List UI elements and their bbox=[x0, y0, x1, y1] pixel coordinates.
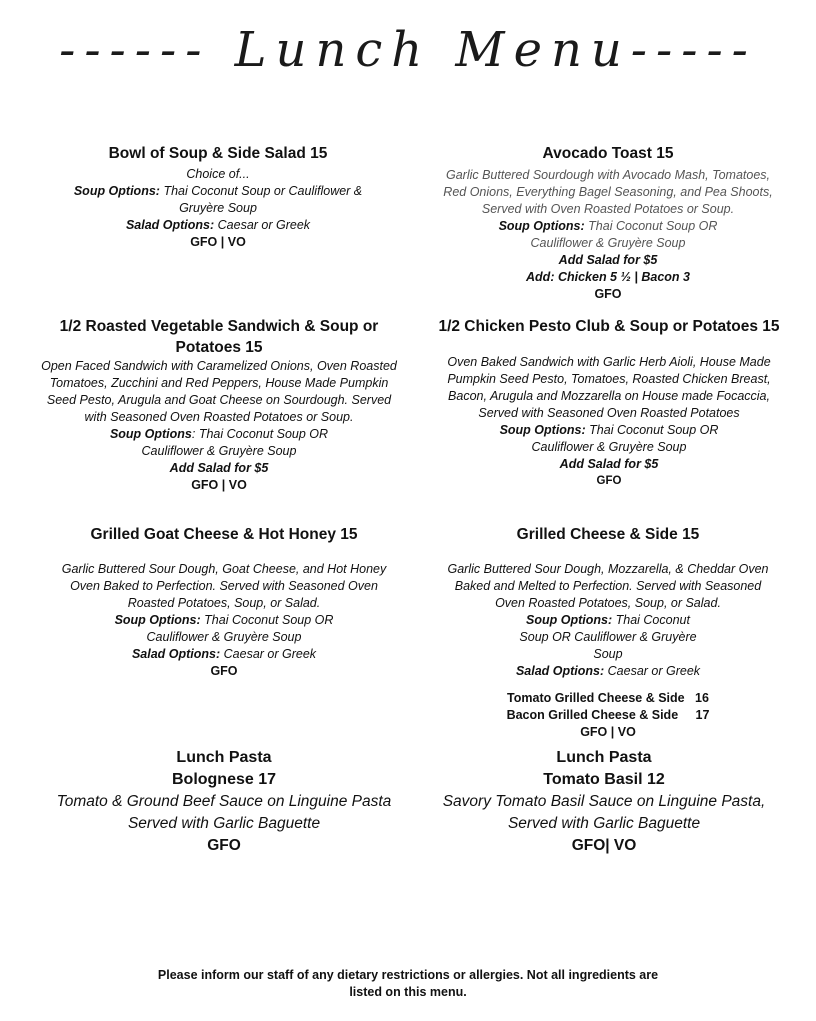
item-description: Garlic Buttered Sourdough with Avocado Mash, Tomatoes, Red Onions, Everything Bagel Seasoning, and Pea Shoots, Served with Oven Roasted Potatoes or Soup. bbox=[443, 168, 773, 216]
menu-item-avocado-toast bbox=[434, 143, 782, 303]
menu-item-goat-cheese-hot-honey bbox=[58, 524, 390, 680]
salad-options bbox=[416, 663, 800, 680]
diet-tags: GFO bbox=[210, 664, 238, 678]
menu-item-pasta-tomato-basil bbox=[420, 747, 788, 857]
soup-options-label: Soup Options bbox=[109, 427, 192, 441]
salad-options-text: Caesar or Greek bbox=[607, 664, 701, 678]
menu-item-pasta-bolognese bbox=[40, 747, 408, 857]
soup-options bbox=[58, 612, 390, 646]
pasta-description-2: Served with Garlic Baguette bbox=[507, 815, 701, 832]
item-description: Garlic Buttered Sour Dough, Mozzarella, & Cheddar Oven Baked and Melted to Perfection. Served with Seasoned Oven Roasted Potatoes, Soup, or Salad. bbox=[447, 562, 769, 610]
soup-options bbox=[424, 422, 794, 456]
item-description: Oven Baked Sandwich with Garlic Herb Aioli, House Made Pumpkin Seed Pesto, Tomatoes, Roasted Chicken Breast, Bacon, Arugula and Mozzarella on House made Focaccia, Served with Seasoned Oven Roasted Potatoes bbox=[447, 355, 771, 420]
soup-options-text: Thai Coconut Soup OR Cauliflower & Gruyère Soup bbox=[530, 219, 718, 250]
pasta-description-2: Served with Garlic Baguette bbox=[127, 815, 321, 832]
soup-options-label: Soup Options: bbox=[526, 613, 613, 627]
item-name: Bowl of Soup & Side Salad 15 bbox=[108, 145, 328, 162]
soup-options-label: Soup Options: bbox=[114, 613, 201, 627]
soup-options-label: Soup Options: bbox=[499, 423, 586, 437]
menu-item-chicken-pesto-club bbox=[424, 316, 794, 490]
variant-bacon-grilled-cheese: Bacon Grilled Cheese & Side 17 bbox=[506, 708, 710, 722]
item-description: Garlic Buttered Sour Dough, Goat Cheese, and Hot Honey Oven Baked to Perfection. Served with Seasoned Oven Roasted Potatoes, Soup, or Salad. bbox=[61, 562, 387, 610]
diet-tags: GFO bbox=[596, 475, 622, 487]
pasta-name: Bolognese 17 bbox=[171, 771, 277, 788]
add-protein: Add: Chicken 5 ½ | Bacon 3 bbox=[526, 270, 690, 284]
allergy-disclaimer-text: Please inform our staff of any dietary restrictions or allergies. Not all ingredients are listed on this menu. bbox=[157, 968, 659, 999]
soup-options-text: Thai Coconut Soup OR Cauliflower & Gruyère Soup bbox=[519, 613, 697, 661]
item-description: Open Faced Sandwich with Caramelized Onions, Oven Roasted Tomatoes, Zucchini and Red Peppers, House Made Pumpkin Seed Pesto, Arugula and Goat Cheese on Sourdough. Served with Seasoned Oven Roasted Potatoes or Soup. bbox=[41, 359, 397, 424]
item-name: 1/2 Roasted Vegetable Sandwich & Soup or Potatoes 15 bbox=[59, 318, 379, 356]
add-salad: Add Salad for $5 bbox=[169, 461, 269, 475]
pasta-heading: Lunch Pasta bbox=[176, 749, 272, 766]
menu-item-roasted-vegetable-sandwich bbox=[36, 316, 402, 494]
soup-options-text: : Thai Coconut Soup OR Cauliflower & Gruyère Soup bbox=[141, 427, 329, 458]
diet-tags: GFO bbox=[207, 837, 241, 854]
menu-title: ------ Lunch Menu----- bbox=[59, 22, 757, 78]
salad-options-text: Caesar or Greek bbox=[217, 218, 311, 232]
pasta-description: Savory Tomato Basil Sauce on Linguine Pasta, bbox=[442, 793, 766, 810]
diet-tags: GFO| VO bbox=[571, 837, 637, 854]
diet-tags: GFO | VO bbox=[191, 478, 247, 492]
item-description: Choice of... bbox=[186, 167, 250, 181]
diet-tags: GFO | VO bbox=[580, 725, 636, 739]
diet-tags: GFO | VO bbox=[190, 235, 246, 249]
menu-item-soup-salad bbox=[58, 143, 378, 251]
item-name: 1/2 Chicken Pesto Club & Soup or Potatoes 15 bbox=[438, 318, 780, 335]
soup-options-text: Thai Coconut Soup OR Cauliflower & Gruyère Soup bbox=[146, 613, 334, 644]
item-name: Grilled Goat Cheese & Hot Honey 15 bbox=[90, 526, 358, 543]
salad-options-label: Salad Options: bbox=[131, 647, 221, 661]
item-name: Avocado Toast 15 bbox=[542, 145, 674, 162]
soup-options bbox=[434, 218, 782, 252]
soup-options-text: Thai Coconut Soup OR Cauliflower & Gruyère Soup bbox=[531, 423, 719, 454]
add-salad: Add Salad for $5 bbox=[558, 253, 658, 267]
menu-item-grilled-cheese bbox=[416, 524, 800, 741]
soup-options-label: Soup Options: bbox=[498, 219, 585, 233]
add-salad: Add Salad for $5 bbox=[559, 457, 659, 471]
salad-options-label: Salad Options: bbox=[125, 218, 215, 232]
soup-options bbox=[416, 612, 800, 663]
salad-options bbox=[58, 646, 390, 663]
soup-options bbox=[58, 183, 378, 217]
allergy-disclaimer bbox=[0, 967, 816, 1001]
pasta-heading: Lunch Pasta bbox=[556, 749, 652, 766]
soup-options-text: Thai Coconut Soup or Cauliflower & Gruyère Soup bbox=[163, 184, 363, 215]
salad-options bbox=[58, 217, 378, 234]
item-name: Grilled Cheese & Side 15 bbox=[516, 526, 700, 543]
soup-options-label: Soup Options: bbox=[73, 184, 160, 198]
pasta-description: Tomato & Ground Beef Sauce on Linguine Pasta bbox=[56, 793, 392, 810]
soup-options bbox=[36, 426, 402, 460]
variant-tomato-grilled-cheese: Tomato Grilled Cheese & Side 16 bbox=[507, 691, 709, 705]
diet-tags: GFO bbox=[594, 287, 622, 301]
salad-options-label: Salad Options: bbox=[515, 664, 605, 678]
pasta-name: Tomato Basil 12 bbox=[543, 771, 665, 788]
salad-options-text: Caesar or Greek bbox=[223, 647, 317, 661]
